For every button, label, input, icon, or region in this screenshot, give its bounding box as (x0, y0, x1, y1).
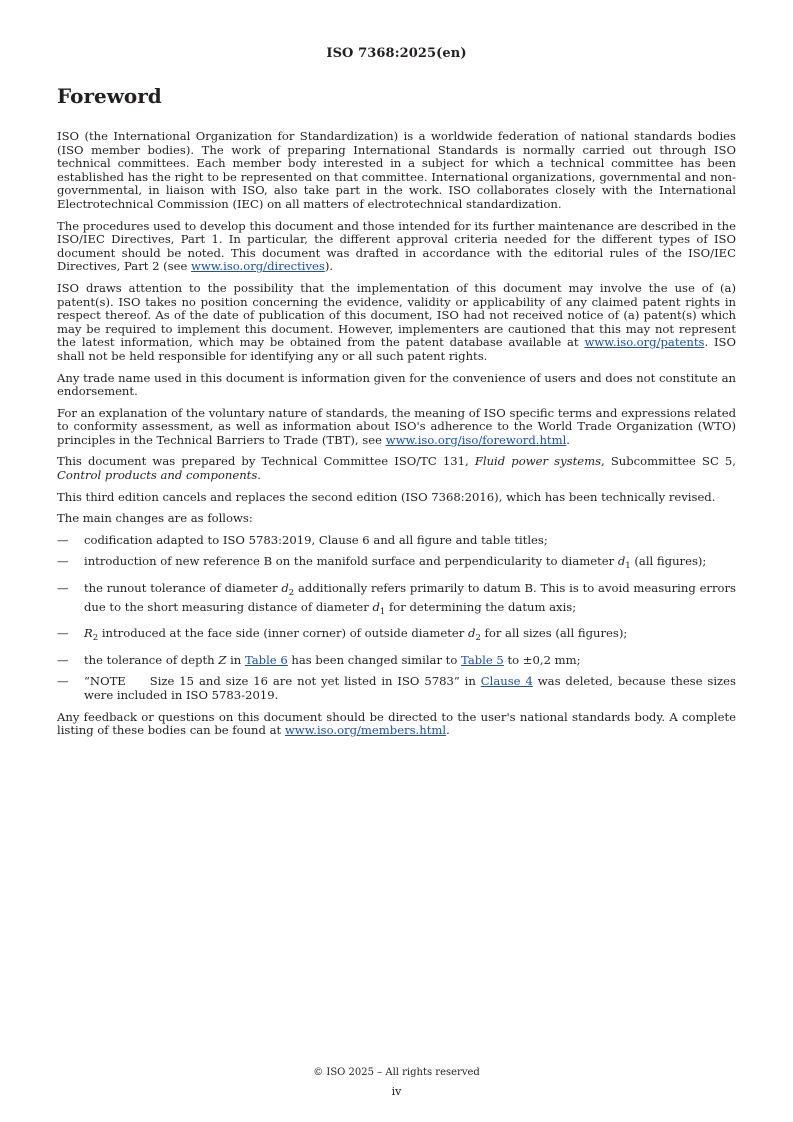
link-members[interactable]: www.iso.org/members.html (284, 723, 447, 738)
dash-bullet: — (57, 554, 69, 569)
link-table-6[interactable]: Table 6 (244, 652, 288, 667)
copyright-footer: © ISO 2025 – All rights reserved (313, 1067, 480, 1078)
dash-bullet: — (57, 581, 69, 596)
paragraph-feedback: Any feedback or questions on this document should be directed to the user's national standards body. A complete listing of these bodies can be found at www.iso.org/members.html. (57, 709, 736, 738)
paragraph-edition: This third edition cancels and replaces the second edition (ISO 7368:2016), which has been technically revised. (57, 489, 716, 504)
link-table-5[interactable]: Table 5 (461, 652, 504, 667)
dash-bullet: — (57, 674, 69, 689)
page-number: iv (391, 1085, 402, 1098)
paragraph-iso-intro: ISO (the International Organization for Standardization) is a worldwide federation of national standards bodies (ISO member bodies). The work of preparing International Standards is normally carried out through ISO technical committees. Each member body interested in a subject for which a technical committee has been established has the right to be represented on that committee. International organizations, governmental and non-governmental, in liaison with ISO, also take part in the work. ISO collaborates closely with the International Electrotechnical Commission (IEC) on all matters of electrotechnical standardization. (57, 129, 736, 211)
dash-bullet: — (57, 626, 69, 641)
paragraph-voluntary-nature: For an explanation of the voluntary nature of standards, the meaning of ISO specific terms and expressions related to conformity assessment, as well as information about ISO's adherence to the World Trade Organization (WTO) principles in the Technical Barriers to Trade (TBT), see www.iso.org/iso/foreword.html. (57, 405, 736, 447)
paragraph-trade-name: Any trade name used in this document is information given for the convenience of users and does not constitute an endorsement. (57, 370, 736, 399)
paragraph-committee: This document was prepared by Technical Committee ISO/TC 131, Fluid power systems, Subcommittee SC 5, Control products and components. (57, 454, 736, 483)
link-patents[interactable]: www.iso.org/patents (584, 335, 705, 350)
link-directives[interactable]: www.iso.org/directives (191, 259, 325, 274)
list-item: — introduction of new reference B on the manifold surface and perpendicularity to diameter $d_1$ (all figures); (57, 554, 707, 572)
dash-bullet: — (57, 532, 69, 547)
list-item: — the runout tolerance of diameter $d_2$ additionally refers primarily to datum B. This is to avoid measuring errors due to the short measuring distance of diameter $d_1$ for determining the datum axis; (57, 581, 736, 617)
changes-list (57, 534, 736, 703)
link-foreword[interactable]: www.iso.org/iso/foreword.html (385, 432, 567, 447)
list-item: — $R_2$ introduced at the face side (inner corner) of outside diameter $d_2$ for all sizes (all figures); (57, 626, 628, 644)
list-item: — codification adapted to ISO 5783:2019, Clause 6 and all figure and table titles; (57, 532, 548, 547)
page-title: Foreword (57, 84, 162, 108)
link-clause-4[interactable]: Clause 4 (480, 674, 533, 689)
list-item: — “NOTE Size 15 and size 16 are not yet listed in ISO 5783” in Clause 4 was deleted, because these sizes were included in ISO 5783-2019. (57, 674, 736, 702)
paragraph-main-changes: The main changes are as follows: (57, 511, 253, 526)
paragraph-procedures: The procedures used to develop this document and those intended for its further maintenance are described in the ISO/IEC Directives, Part 1. In particular, the different approval criteria needed for the different types of ISO document should be noted. This document was drafted in accordance with the editorial rules of the ISO/IEC Directives, Part 2 (see www.iso.org/directives). (57, 218, 736, 274)
list-item: — the tolerance of depth Z in Table 6 has been changed similar to Table 5 to ±0,2 mm; (57, 652, 581, 667)
foreword-body (57, 130, 736, 746)
paragraph-patents: ISO draws attention to the possibility that the implementation of this document may involve the use of (a) patent(s). ISO takes no position concerning the evidence, validity or applicability of any claimed patent rights in respect thereof. As of the date of publication of this document, ISO had not received notice of (a) patent(s) which may be required to implement this document. However, implementers are cautioned that this may not represent the latest information, which may be obtained from the patent database available at www.iso.org/patents. ISO shall not be held responsible for identifying any or all such patent rights. (57, 280, 736, 363)
document-id-header: ISO 7368:2025(en) (326, 46, 467, 61)
dash-bullet: — (57, 652, 69, 667)
